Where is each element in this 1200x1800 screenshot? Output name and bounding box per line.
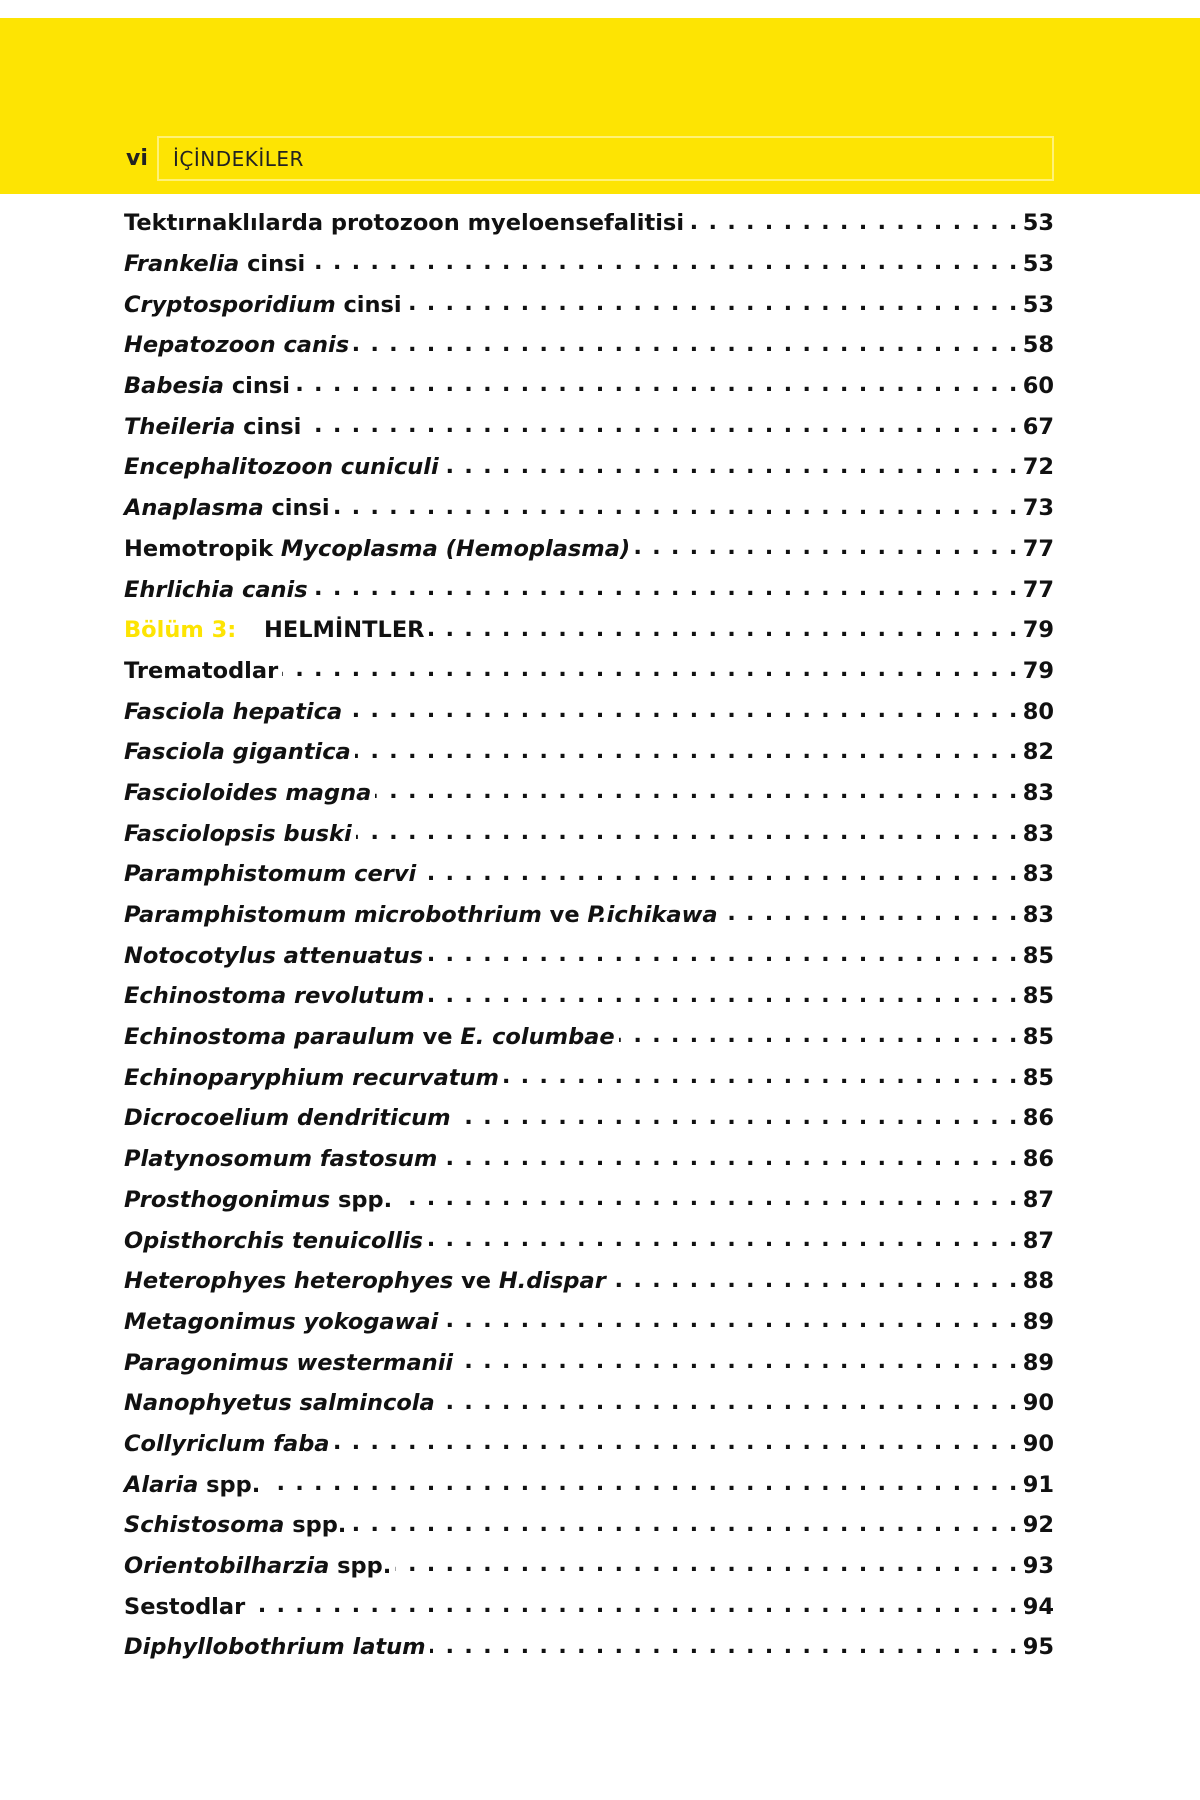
toc-entry-text: Opisthorchis tenuicollis — [124, 1227, 424, 1254]
toc-entry-title — [124, 1390, 435, 1416]
toc-entry[interactable] — [124, 732, 1054, 773]
toc-entry-page: 95 — [1022, 1634, 1054, 1661]
toc-entry-title — [124, 861, 416, 887]
toc-entry-title — [124, 1228, 423, 1254]
toc-entry-page: 85 — [1022, 942, 1054, 969]
toc-entry-text: ve — [414, 1024, 461, 1051]
toc-entry-text: spp. — [329, 1553, 392, 1580]
toc-entry-page: 60 — [1022, 373, 1054, 400]
dot-leader — [610, 1267, 1019, 1296]
dot-leader — [396, 1185, 1019, 1214]
toc-entry-title — [124, 536, 630, 562]
dot-leader — [503, 1063, 1019, 1092]
dot-leader — [428, 982, 1018, 1011]
table-of-contents — [124, 203, 1054, 1668]
toc-entry[interactable] — [124, 1342, 1054, 1383]
toc-entry-page: 73 — [1022, 495, 1054, 522]
toc-entry[interactable] — [124, 406, 1054, 447]
dot-leader — [455, 1104, 1019, 1133]
dot-leader — [356, 819, 1019, 848]
toc-entry-page: 53 — [1022, 291, 1054, 318]
toc-entry-text: Dicrocoelium dendriticum — [124, 1105, 451, 1132]
dot-leader — [441, 1145, 1018, 1174]
toc-entry-text: Sestodlar — [124, 1593, 246, 1620]
toc-entry-text: Tektırnaklılarda protozoon myeloensefalitisi — [124, 210, 685, 237]
toc-entry[interactable] — [124, 895, 1054, 936]
toc-entry-page: 91 — [1022, 1471, 1054, 1498]
toc-entry-title — [124, 821, 352, 847]
toc-entry-title — [124, 739, 351, 765]
header-title-box — [157, 136, 1054, 181]
toc-entry-title — [124, 1472, 260, 1498]
toc-entry-title — [124, 617, 425, 643]
dot-leader — [688, 209, 1019, 238]
toc-entry-text: Frankelia — [124, 251, 240, 278]
toc-entry[interactable] — [124, 854, 1054, 895]
toc-entry-page: 77 — [1022, 535, 1054, 562]
toc-entry-title — [124, 251, 305, 277]
toc-entry-text: cinsi — [335, 291, 402, 318]
toc-entry-text: Notocotylus attenuatus — [124, 942, 424, 969]
toc-entry-text: Nanophyetus salmincola — [124, 1390, 435, 1417]
toc-entry[interactable] — [124, 1383, 1054, 1424]
toc-entry-text: Paramphistomum cervi — [124, 861, 417, 888]
toc-entry[interactable] — [124, 1302, 1054, 1343]
toc-entry-page: 87 — [1022, 1186, 1054, 1213]
toc-entry-title — [124, 943, 423, 969]
toc-entry[interactable] — [124, 569, 1054, 610]
toc-entry-page: 80 — [1022, 698, 1054, 725]
toc-entry-page: 53 — [1022, 251, 1054, 278]
toc-entry-title — [124, 332, 349, 358]
toc-entry-title — [124, 454, 439, 480]
toc-entry[interactable] — [124, 935, 1054, 976]
dot-leader — [429, 616, 1019, 645]
toc-entry-text: ve — [541, 902, 588, 929]
dot-leader — [355, 738, 1019, 767]
dot-leader — [346, 697, 1019, 726]
toc-entry-text: cinsi — [239, 251, 306, 278]
toc-entry[interactable] — [124, 284, 1054, 325]
toc-entry-text: cinsi — [263, 495, 330, 522]
toc-entry-text: Hemotropik — [124, 535, 281, 562]
toc-entry[interactable] — [124, 1139, 1054, 1180]
toc-entry[interactable] — [124, 447, 1054, 488]
toc-entry-page: 86 — [1022, 1146, 1054, 1173]
dot-leader — [406, 290, 1019, 319]
toc-entry[interactable] — [124, 1505, 1054, 1546]
toc-entry-text: spp. — [198, 1471, 261, 1498]
toc-entry-title — [124, 292, 402, 318]
dot-leader — [457, 1348, 1019, 1377]
dot-leader — [443, 453, 1019, 482]
toc-entry[interactable] — [124, 1586, 1054, 1627]
toc-entry[interactable] — [124, 1057, 1054, 1098]
toc-entry-title — [124, 1350, 453, 1376]
toc-entry-title — [124, 1187, 392, 1213]
toc-entry-text: Paragonimus westermanii — [124, 1349, 454, 1376]
toc-entry-page: 85 — [1022, 1064, 1054, 1091]
dot-leader — [439, 1389, 1019, 1418]
toc-entry-text: Fasciola hepatica — [124, 698, 343, 725]
dot-leader — [353, 331, 1019, 360]
toc-entry-title — [124, 1594, 245, 1620]
toc-entry-text: Heterophyes heterophyes — [124, 1268, 454, 1295]
toc-entry-title — [124, 495, 330, 521]
dot-leader — [309, 249, 1018, 278]
toc-entry-page: 79 — [1022, 617, 1054, 644]
dot-leader — [312, 575, 1019, 604]
toc-entry-page: 77 — [1022, 576, 1054, 603]
toc-entry-text: Echinostoma paraulum — [124, 1024, 415, 1051]
toc-entry-title — [124, 902, 718, 928]
toc-entry-page: 86 — [1022, 1105, 1054, 1132]
toc-entry-title — [124, 1634, 426, 1660]
dot-leader — [420, 860, 1018, 889]
toc-entry-text: spp. — [330, 1186, 393, 1213]
toc-entry[interactable] — [124, 651, 1054, 692]
toc-entry[interactable] — [124, 529, 1054, 570]
toc-entry[interactable] — [124, 1627, 1054, 1668]
dot-leader — [619, 1022, 1019, 1051]
toc-entry-title — [124, 983, 424, 1009]
toc-entry-text: cinsi — [224, 373, 291, 400]
toc-entry-text: Fascioloides magna — [124, 779, 372, 806]
dot-leader — [430, 1633, 1019, 1662]
toc-entry-text: Fasciolopsis buski — [124, 820, 352, 847]
toc-entry-title — [124, 1309, 438, 1335]
toc-entry-page: 93 — [1022, 1553, 1054, 1580]
toc-entry-text: HELMİNTLER — [264, 617, 425, 644]
toc-entry-text: Trematodlar — [124, 657, 279, 684]
toc-entry-title — [124, 780, 371, 806]
toc-entry-text: Prosthogonimus — [124, 1186, 331, 1213]
toc-entry[interactable] — [124, 1464, 1054, 1505]
dot-leader — [427, 941, 1019, 970]
toc-entry-text: Alaria — [124, 1471, 199, 1498]
toc-entry[interactable] — [124, 813, 1054, 854]
toc-entry-title — [124, 1512, 346, 1538]
toc-entry[interactable] — [124, 691, 1054, 732]
dot-leader — [634, 534, 1018, 563]
toc-entry-title — [124, 1065, 499, 1091]
toc-entry-text: H.dispar — [498, 1268, 606, 1295]
dot-leader — [350, 1511, 1018, 1540]
toc-entry[interactable] — [124, 1424, 1054, 1465]
toc-entry-text: Orientobilharzia — [124, 1553, 330, 1580]
toc-entry-text: Cryptosporidium — [124, 291, 336, 318]
dot-leader — [294, 371, 1019, 400]
toc-entry-title — [124, 210, 684, 236]
dot-leader — [282, 656, 1019, 685]
toc-entry-title — [124, 414, 301, 440]
toc-entry-title — [124, 1268, 606, 1294]
toc-entry[interactable] — [124, 1546, 1054, 1587]
toc-entry-text: Babesia — [124, 373, 224, 400]
toc-entry-title — [124, 1431, 329, 1457]
dot-leader — [722, 900, 1019, 929]
toc-entry-page: 90 — [1022, 1390, 1054, 1417]
toc-entry-text: Echinostoma revolutum — [124, 983, 425, 1010]
toc-entry-page: 85 — [1022, 983, 1054, 1010]
toc-entry[interactable] — [124, 325, 1054, 366]
toc-entry-title — [124, 1146, 437, 1172]
toc-entry-text: Metagonimus yokogawai — [124, 1308, 439, 1335]
toc-entry-text: Hepatozoon canis — [124, 332, 350, 359]
toc-entry-text: Paramphistomum microbothrium — [124, 902, 542, 929]
toc-entry-text: P.ichikawa — [587, 902, 718, 929]
toc-entry-page: 89 — [1022, 1308, 1054, 1335]
toc-entry-title — [124, 373, 290, 399]
dot-leader — [334, 494, 1019, 523]
toc-entry[interactable] — [124, 773, 1054, 814]
toc-entry-title — [124, 699, 342, 725]
toc-entry-page: 82 — [1022, 739, 1054, 766]
toc-entry-page: 87 — [1022, 1227, 1054, 1254]
toc-entry[interactable] — [124, 610, 1054, 651]
toc-entry-text: Schistosoma — [124, 1512, 285, 1539]
toc-entry-page: 83 — [1022, 861, 1054, 888]
toc-entry-title — [124, 658, 278, 684]
dot-leader — [395, 1551, 1018, 1580]
toc-entry[interactable] — [124, 203, 1054, 244]
toc-entry-page: 85 — [1022, 1024, 1054, 1051]
toc-entry-page: 83 — [1022, 820, 1054, 847]
toc-entry-text: Theileria — [124, 413, 236, 440]
toc-entry[interactable] — [124, 1261, 1054, 1302]
top-margin — [0, 0, 1200, 18]
toc-entry-text: ve — [453, 1268, 499, 1295]
toc-entry[interactable] — [124, 976, 1054, 1017]
toc-entry-page: 53 — [1022, 210, 1054, 237]
toc-entry[interactable] — [124, 244, 1054, 285]
toc-entry[interactable] — [124, 1017, 1054, 1058]
toc-entry-text: Echinoparyphium recurvatum — [124, 1064, 499, 1091]
toc-entry-text: Platynosomum fastosum — [124, 1146, 438, 1173]
toc-entry-page: 90 — [1022, 1430, 1054, 1457]
page-number: vi — [126, 146, 148, 171]
toc-entry-page: 92 — [1022, 1512, 1054, 1539]
toc-entry-title — [124, 1024, 615, 1050]
toc-entry-page: 79 — [1022, 657, 1054, 684]
dot-leader — [264, 1470, 1018, 1499]
toc-entry-text: Mycoplasma (Hemoplasma) — [280, 535, 631, 562]
toc-entry-text: cinsi — [235, 413, 302, 440]
dot-leader — [305, 412, 1018, 441]
toc-entry[interactable] — [124, 366, 1054, 407]
chapter-label: Bölüm 3: — [124, 617, 237, 644]
toc-entry-text: Diphyllobothrium latum — [124, 1634, 426, 1661]
toc-entry-text: Fasciola gigantica — [124, 739, 351, 766]
toc-entry-title — [124, 1553, 391, 1579]
toc-entry-page: 67 — [1022, 413, 1054, 440]
toc-entry-title — [124, 1105, 451, 1131]
dot-leader — [249, 1592, 1019, 1621]
toc-entry[interactable] — [124, 1098, 1054, 1139]
toc-entry-page: 89 — [1022, 1349, 1054, 1376]
toc-entry-page: 83 — [1022, 902, 1054, 929]
dot-leader — [333, 1429, 1018, 1458]
toc-entry-text: Collyriclum faba — [124, 1430, 330, 1457]
page-title: İÇİNDEKİLER — [173, 147, 304, 171]
toc-entry-text: Ehrlichia canis — [124, 576, 308, 603]
toc-entry-page: 58 — [1022, 332, 1054, 359]
toc-entry-page: 72 — [1022, 454, 1054, 481]
toc-entry-text: Anaplasma — [124, 495, 264, 522]
toc-entry-text: Encephalitozoon cuniculi — [124, 454, 439, 481]
toc-entry[interactable] — [124, 1220, 1054, 1261]
toc-entry-page: 94 — [1022, 1593, 1054, 1620]
toc-entry[interactable] — [124, 488, 1054, 529]
toc-entry-text: spp. — [284, 1512, 347, 1539]
toc-entry-page: 88 — [1022, 1268, 1054, 1295]
dot-leader — [375, 778, 1018, 807]
dot-leader — [442, 1307, 1018, 1336]
toc-entry[interactable] — [124, 1180, 1054, 1221]
toc-entry-title — [124, 577, 308, 603]
toc-entry-page: 83 — [1022, 779, 1054, 806]
dot-leader — [427, 1226, 1019, 1255]
toc-entry-text: E. columbae — [460, 1024, 615, 1051]
